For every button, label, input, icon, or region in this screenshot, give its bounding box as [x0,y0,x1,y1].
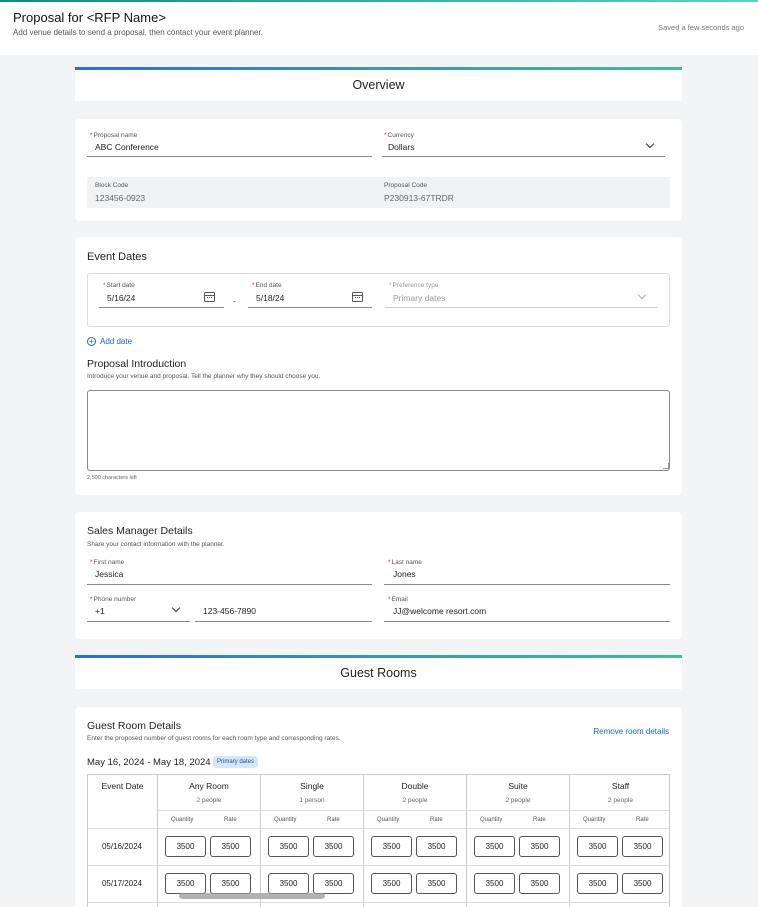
end-date-label: *End date [252,282,282,289]
room-type-column [466,775,569,907]
sales-manager-subtitle: Share your contact information with the planner. [87,541,225,548]
email-underline [384,621,670,622]
last-name-label: *Last name [388,559,422,566]
table-divider [88,902,670,903]
save-status: Saved a few seconds ago [658,23,744,32]
plus-circle-icon: + [87,337,96,346]
remove-room-details-link[interactable]: Remove room details [593,727,669,736]
quantity-input[interactable]: 3500 [474,836,515,857]
event-dates-title: Event Dates [87,251,147,263]
end-date-underline [248,307,372,308]
calendar-icon[interactable] [204,292,215,302]
quantity-label: Quantity [171,817,194,823]
last-name-input[interactable]: Jones [393,569,416,579]
proposal-name-input[interactable]: ABC Conference [95,142,159,152]
codes-panel [87,177,670,208]
rate-label: Rate [224,817,237,823]
currency-underline [382,156,665,157]
overview-card [75,119,682,221]
primary-dates-badge: Primary dates [213,756,258,768]
row-date: 05/16/2024 [101,842,143,851]
phone-number-underline [195,621,372,622]
currency-select[interactable]: Dollars [388,142,415,152]
preference-type-select[interactable]: Primary dates [393,293,446,303]
chevron-down-icon[interactable] [172,604,180,612]
room-type-name: Suite [508,781,528,791]
rate-input[interactable]: 3500 [210,873,251,894]
quantity-input[interactable]: 3500 [474,873,515,894]
rate-input[interactable]: 3500 [313,873,354,894]
quantity-input[interactable]: 3500 [371,873,412,894]
first-name-label: *First name [90,559,125,566]
add-date-label: Add date [100,337,133,346]
quantity-input[interactable]: 3500 [268,873,309,894]
email-input[interactable]: JJ@welcome resort.com [393,606,487,616]
guest-rooms-section-header [75,655,682,689]
table-divider [88,865,670,866]
event-dates-card [75,237,682,495]
room-type-people: 1 person [299,797,325,804]
proposal-intro-subtitle: Introduce your venue and proposal. Tell the planner why they should choose you. [87,373,321,380]
first-name-underline [87,584,372,585]
rate-label: Rate [533,817,546,823]
rate-input[interactable]: 3500 [210,836,251,857]
preference-underline [385,307,657,308]
chevron-down-icon[interactable] [646,140,654,148]
last-name-underline [384,584,670,585]
rate-input[interactable]: 3500 [519,836,560,857]
characters-left: 2,500 characters left [87,475,137,481]
end-date-input[interactable]: 5/18/24 [256,293,285,303]
chevron-down-icon[interactable] [638,291,646,299]
date-separator: - [233,296,236,306]
room-type-name: Staff [611,781,630,791]
first-name-input[interactable]: Jessica [95,569,124,579]
quantity-input[interactable]: 3500 [577,836,618,857]
sales-manager-card [75,512,682,639]
proposal-intro-title: Proposal Introduction [87,358,187,370]
table-divider [88,828,670,829]
overview-section-header [75,67,682,101]
rate-label: Rate [430,817,443,823]
room-type-column [363,775,466,907]
guest-rooms-title: Guest Rooms [340,666,417,680]
quantity-input[interactable]: 3500 [268,836,309,857]
rate-label: Rate [636,817,649,823]
country-code-select[interactable]: +1 [95,606,105,616]
proposal-name-label: *Proposal name [90,132,138,139]
row-date: 05/17/2024 [101,879,143,888]
event-date-column [88,775,157,907]
phone-number-input[interactable]: 123-456-7890 [203,606,256,616]
phone-number-label: *Phone number [90,596,137,603]
sales-manager-title: Sales Manager Details [87,525,193,537]
room-type-people: 2 people [402,797,428,804]
proposal-name-underline [87,156,372,157]
room-type-column [157,775,260,907]
start-date-label: *Start date [103,282,135,289]
email-label: *Email [388,596,408,603]
quantity-label: Quantity [377,817,400,823]
quantity-input[interactable]: 3500 [165,836,206,857]
date-row-box [87,273,670,327]
horizontal-scrollbar[interactable] [179,893,325,899]
event-date-header: Event Date [101,781,144,791]
room-type-name: Any Room [189,781,229,791]
rate-input[interactable]: 3500 [622,873,663,894]
guest-rooms-table [87,774,670,907]
rate-input[interactable]: 3500 [622,836,663,857]
guest-room-details-subtitle: Enter the proposed number of guest rooms for each room type and corresponding rates. [87,735,341,742]
proposal-code-value: P230913-67TRDR [384,193,454,203]
currency-label: *Currency [384,132,414,139]
page-title: Proposal for <RFP Name> [13,10,166,25]
start-date-input[interactable]: 5/16/24 [107,293,136,303]
block-code-value: 123456-0923 [95,193,146,203]
rate-input[interactable]: 3500 [416,873,457,894]
block-code-label: Block Code [95,182,129,189]
room-type-people: 2 people [505,797,531,804]
calendar-icon[interactable] [352,292,363,302]
rate-label: Rate [327,817,340,823]
room-type-name: Double [401,781,429,791]
quantity-input[interactable]: 3500 [371,836,412,857]
date-range: May 16, 2024 - May 18, 2024 [87,757,211,768]
rate-input[interactable]: 3500 [416,836,457,857]
guest-room-details-title: Guest Room Details [87,720,181,732]
room-type-name: Single [300,781,324,791]
preference-type-label: *Preference type [389,282,439,289]
overview-title: Overview [352,78,405,92]
table-divider [157,810,670,811]
page-header [0,2,758,55]
room-type-people: 2 people [608,797,633,804]
guest-room-details-card [75,707,682,907]
page-subtitle: Add venue details to send a proposal, then contact your event planner. [13,28,263,37]
rate-input[interactable]: 3500 [519,873,560,894]
quantity-input[interactable]: 3500 [165,873,206,894]
country-code-underline [87,621,190,622]
quantity-input[interactable]: 3500 [577,873,618,894]
room-type-people: 2 people [196,797,222,804]
proposal-code-label: Proposal Code [384,182,427,189]
rate-input[interactable]: 3500 [313,836,354,857]
start-date-underline [99,307,224,308]
room-type-column [569,775,670,907]
quantity-label: Quantity [480,817,503,823]
room-type-column [260,775,363,907]
quantity-label: Quantity [274,817,297,823]
proposal-intro-textarea[interactable] [87,390,670,471]
resize-handle-icon[interactable] [663,463,669,469]
quantity-label: Quantity [583,817,606,823]
